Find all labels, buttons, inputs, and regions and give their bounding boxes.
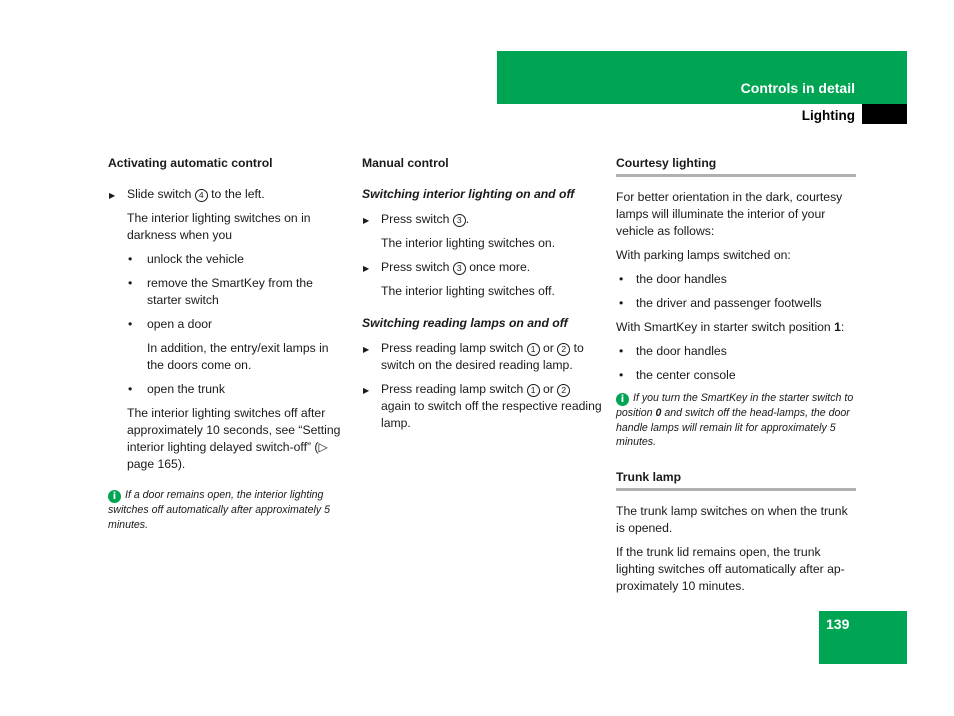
step-press-switch-again: ▶ Press switch 3 once more. xyxy=(362,259,602,276)
result-text: The interior lighting switches on. xyxy=(381,236,556,250)
switch-number-badge: 1 xyxy=(527,384,540,397)
step-slide-switch: ▶ Slide switch 4 to the left. xyxy=(108,186,348,203)
subsection-title: Lighting xyxy=(801,108,855,123)
info-icon: i xyxy=(616,393,629,406)
list-item: • remove the SmartKey from the starter switch xyxy=(108,275,348,309)
heading-automatic-control: Activating automatic control xyxy=(108,156,273,170)
paragraph-delayed-switch-off: The interior lighting switches off after approximately 10 seconds, see “Setting interior lighting delayed switch-off” (▷ page 165). xyxy=(127,406,341,471)
switch-number-badge: 3 xyxy=(453,262,466,275)
section-tab-marker xyxy=(862,104,907,124)
subheading-interior-lighting: Switching interior lighting on and off xyxy=(362,187,575,201)
column-courtesy-lighting xyxy=(616,155,856,602)
list-item: • the driver and passenger footwells xyxy=(616,295,856,312)
switch-number-badge: 1 xyxy=(527,343,540,356)
switch-number-badge: 4 xyxy=(195,189,208,202)
step-press-switch: ▶ Press switch 3 . xyxy=(362,211,602,228)
result-text: The interior lighting switches off. xyxy=(381,284,555,298)
bullet-note: In addition, the entry/exit lamps in the doors come on. xyxy=(147,341,329,372)
paragraph: If the trunk lid remains open, the trunk lighting switches off automatically after ap-proximately 10 minutes. xyxy=(616,544,845,593)
paragraph: The trunk lamp switches on when the trunk is opened. xyxy=(616,503,848,535)
info-note: i If you turn the SmartKey in the starter switch to position 0 and switch off the head-lamps, the door handle lamps will remain lit for approximately 5 minutes. xyxy=(616,392,854,448)
list-item: • open the trunk xyxy=(108,381,348,398)
heading-manual-control: Manual control xyxy=(362,156,449,170)
info-icon: i xyxy=(108,490,121,503)
info-note: i If a door remains open, the interior lighting switches off automatically after approximately 5 minutes. xyxy=(108,489,330,531)
page-reference: ▷ page 165 xyxy=(127,440,328,471)
header-band xyxy=(497,51,907,104)
list-item: • the door handles xyxy=(616,271,856,288)
switch-number-badge: 2 xyxy=(557,384,570,397)
list-item: • open a door xyxy=(108,316,348,333)
paragraph: For better orientation in the dark, courtesy lamps will illuminate the interior of your vehicle as follows: xyxy=(616,190,843,238)
list-item: • unlock the vehicle xyxy=(108,251,348,268)
switch-number-badge: 3 xyxy=(453,214,466,227)
paragraph: With parking lamps switched on: xyxy=(616,248,791,262)
subheading-reading-lamps: Switching reading lamps on and off xyxy=(362,316,568,330)
column-automatic-control xyxy=(108,155,348,539)
page-number: 139 xyxy=(826,616,850,632)
list-item: • the center console xyxy=(616,367,856,384)
switch-number-badge: 2 xyxy=(557,343,570,356)
list-item: • the door handles xyxy=(616,343,856,360)
paragraph: The interior lighting switches on in darkness when you xyxy=(127,211,311,242)
column-manual-control xyxy=(362,155,602,439)
heading-courtesy-lighting: Courtesy lighting xyxy=(616,155,856,177)
heading-trunk-lamp: Trunk lamp xyxy=(616,469,856,491)
paragraph-smartkey-position: With SmartKey in starter switch position 1: xyxy=(616,320,845,334)
step-reading-lamp-on: ▶ Press reading lamp switch 1 or 2 to switch on the desired reading lamp. xyxy=(362,340,602,374)
section-title: Controls in detail xyxy=(740,80,855,96)
step-reading-lamp-off: ▶ Press reading lamp switch 1 or 2 again to switch off the respective reading lamp. xyxy=(362,381,602,432)
